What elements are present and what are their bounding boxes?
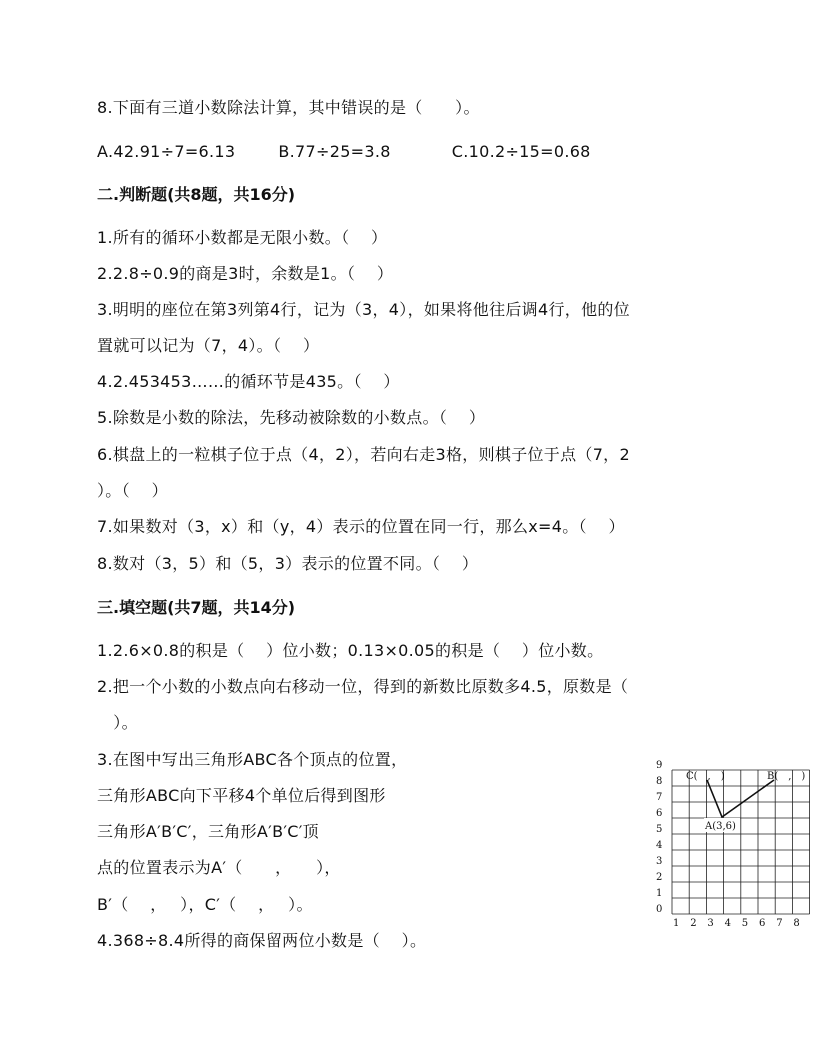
section-2-heading: 二.判断题(共8题，共16分): [97, 185, 296, 204]
question-8-options: [97, 142, 591, 162]
judge-item-7: 7.如果数对（3，x）和（y，4）表示的位置在同一行，那么x=4。（ ）: [97, 517, 625, 536]
x-tick-label: 2: [690, 917, 697, 929]
y-tick-label: 3: [656, 855, 663, 867]
y-tick-labels: [656, 760, 662, 915]
vertex-c-label: C( , ): [686, 771, 725, 782]
y-tick-label: 0: [656, 903, 663, 915]
judge-item-3: 3.明明的座位在第3列第4行，记为（3，4），如果将他往后调4行，他的位: [97, 300, 630, 319]
y-tick-label: 6: [656, 807, 663, 819]
judge-item-2: 2.2.8÷0.9的商是3时，余数是1。（ ）: [97, 264, 394, 283]
y-tick-label: 2: [656, 871, 663, 883]
grid-lines: [672, 770, 810, 914]
fill-item-3-line2: 三角形ABC向下平移4个单位后得到图形: [97, 786, 386, 805]
judge-item-3-cont: 置就可以记为（7，4）。（ ）: [97, 336, 320, 355]
judge-item-1: 1.所有的循环小数都是无限小数。（ ）: [97, 228, 388, 247]
y-tick-label: 5: [656, 823, 663, 835]
vertex-a-label: A(3,6): [705, 821, 736, 832]
y-tick-label: 4: [656, 839, 663, 851]
question-8: 8.下面有三道小数除法计算，其中错误的是（ ）。: [97, 98, 480, 117]
judge-item-8: 8.数对（3，5）和（5，3）表示的位置不同。（ ）: [97, 554, 479, 573]
judge-item-4: 4.2.453453……的循环节是435。（ ）: [97, 372, 400, 391]
fill-item-3: 3.在图中写出三角形ABC各个顶点的位置，: [97, 750, 408, 769]
y-tick-label: 9: [656, 760, 663, 771]
section-3-heading: 三.填空题(共7题，共14分): [97, 598, 296, 617]
fill-item-3-line5: B′（ ， ），C′（ ， ）。: [97, 895, 313, 914]
x-tick-label: 1: [673, 917, 680, 929]
coordinate-grid-figure: [652, 760, 812, 940]
x-tick-labels: [673, 918, 800, 929]
fill-item-3-line4: 点的位置表示为A′（ ， ），: [97, 858, 341, 877]
judge-item-6-cont: ）。（ ）: [97, 481, 168, 500]
option-c: C.10.2÷15=0.68: [451, 142, 591, 161]
x-tick-label: 5: [741, 917, 749, 929]
y-tick-label: 1: [656, 887, 663, 899]
x-tick-label: 8: [793, 917, 800, 929]
x-tick-label: 3: [707, 917, 714, 929]
x-tick-label: 7: [776, 917, 783, 929]
vertex-b-label: B( , ): [767, 771, 806, 782]
y-tick-label: 7: [656, 791, 663, 803]
judge-item-5: 5.除数是小数的除法，先移动被除数的小数点。（ ）: [97, 408, 486, 427]
y-tick-label: 8: [656, 775, 663, 787]
x-tick-label: 4: [724, 917, 731, 929]
fill-item-4: 4.368÷8.4所得的商保留两位小数是（ ）。: [97, 931, 427, 950]
fill-item-1: 1.2.6×0.8的积是（ ）位小数；0.13×0.05的积是（ ）位小数。: [97, 641, 604, 660]
option-a: A.42.91÷7=6.13: [97, 142, 236, 161]
fill-item-2: 2.把一个小数的小数点向右移动一位，得到的新数比原数多4.5，原数是（: [97, 677, 629, 696]
judge-item-6: 6.棋盘上的一粒棋子位于点（4，2），若向右走3格，则棋子位于点（7，2: [97, 445, 630, 464]
option-b: B.77÷25=3.8: [278, 142, 391, 161]
fill-item-3-line3: 三角形A′B′C′，三角形A′B′C′顶: [97, 822, 319, 841]
fill-item-2-cont: ）。: [97, 713, 138, 732]
x-tick-label: 6: [759, 917, 766, 929]
